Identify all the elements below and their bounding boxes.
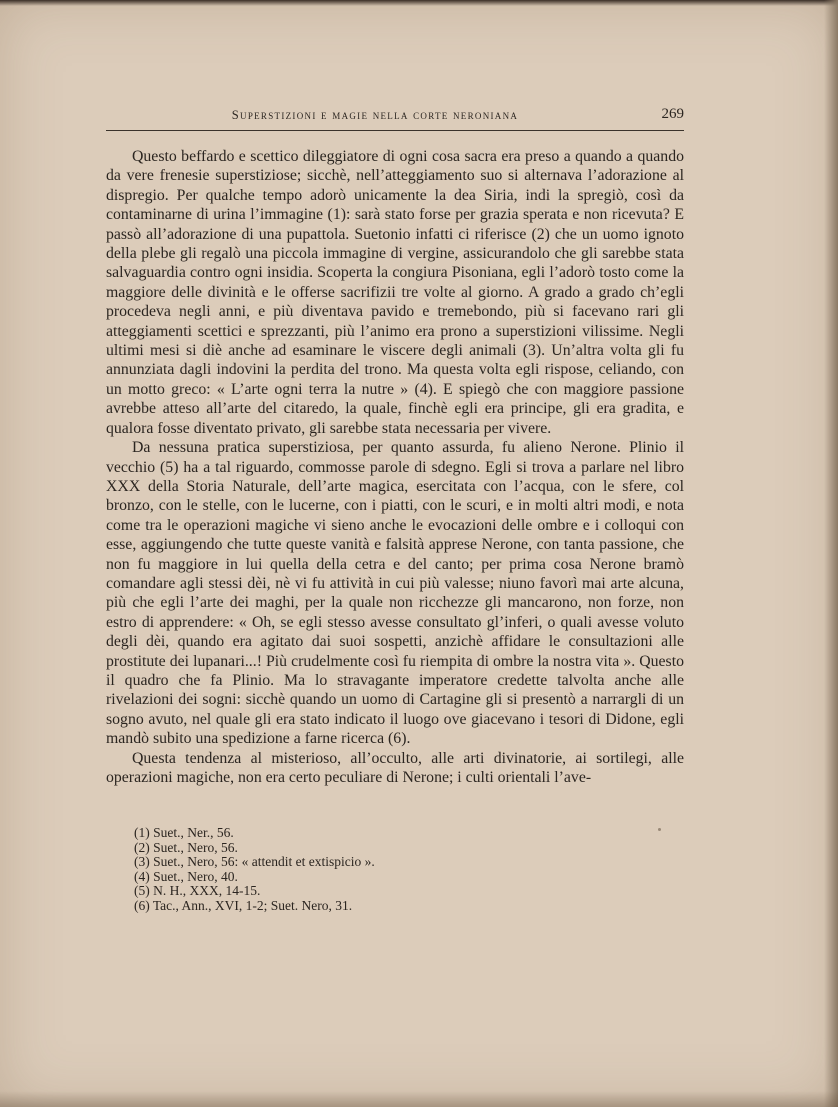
body-text [106, 147, 684, 787]
footnote: (5) N. H., XXX, 14-15. [134, 883, 261, 898]
paragraph: Da nessuna pratica superstiziosa, per quanto assurda, fu alieno Nerone. Plinio il vecchio (5) ha a tal riguardo, commosse parole di sdegno. Egli si trova a parlare nel libro XXX della Storia Naturale, dell’arte magica, esercitata con l’acqua, con le sfere, col bronzo, con le stelle, con le lucerne, con i piatti, con le scuri, e in molti altri modi, e nota come tra le operazioni magiche vi sieno anche le evocazioni delle ombre e i colloqui con esse, aggiungendo che tutte queste vanità e falsità apprese Nerone, con tanta passione, che non fu maggiore in lui quella della cetra e del canto; per prima cosa Nerone bramò comandare agli stessi dèi, nè vi fu attività in cui più valesse; niuno favorì mai arte alcuna, più che egli l’arte dei maghi, per la quale non ricchezze gli mancarono, non forze, non estro di apprendere: « Oh, se egli stesso avesse consultato gl’inferi, o quali avesse voluto degli dèi, quando era agitato dai suoi sospetti, anzichè affidare le consultazioni alle prostitute dei lupanari...! Più crudelmente così fu riempita di ombre la nostra vita ». Questo il quadro che fa Plinio. Ma lo stravagante imperatore credette talvolta anche alle rivelazioni dei sogni: sicchè quando un uomo di Cartagine gli si presentò a narrargli di un sogno avuto, nel quale gli era stato indicato il luogo ove giacevano i tesori di Didone, egli mandò subito una spedizione a farne ricerca (6). [106, 439, 684, 748]
footnote: (3) Suet., Nero, 56: « attendit et extispicio ». [134, 854, 375, 869]
footnote: (6) Tac., Ann., XVI, 1-2; Suet. Nero, 31. [134, 897, 353, 913]
footnote: (1) Suet., Ner., 56. [134, 825, 234, 840]
paper-spot [658, 828, 661, 831]
running-header-title: Superstizioni e magie nella corte neroniana [231, 108, 519, 122]
footnotes [134, 826, 554, 913]
paragraph: Questa tendenza al misterioso, all’occulto, alle arti divinatorie, ai sortilegi, alle operazioni magiche, non era certo peculiare di Nerone; i culti orientali l’ave- [106, 749, 684, 786]
page-bottom-edge [0, 1091, 838, 1107]
footnote: (4) Suet., Nero, 40. [134, 868, 238, 884]
page-top-edge [0, 0, 838, 6]
page-right-edge [824, 0, 838, 1107]
paragraph: Questo beffardo e scettico dileggiatore di ogni cosa sacra era preso a quando a quando da vere frenesie superstiziose; sicchè, nell’atteggiamento suo si alternava l’adorazione al dispregio. Per qualche tempo adorò unicamente la dea Siria, indi la spregiò, così da contaminarne di urina l’immagine (1): sarà stato forse per grazia sperata e non ricevuta? E passò all’adorazione di una pupattola. Suetonio infatti ci riferisce (2) che un uomo ignoto della plebe gli regalò una piccola immagine di vergine, assicurandolo che gli sarebbe stata salvaguardia contro ogni insidia. Scoperta la congiura Pisoniana, egli l’adorò tosto come la maggiore delle divinità e le offerse sacrifizii tre volte al giorno. A grado a grado ch’egli procedeva negli anni, e più diventava pavido e tremebondo, più si facevano rari gli atteggiamenti scettici e sprezzanti, più l’animo era prono a superstizioni vilissime. Negli ultimi mesi si diè anche ad esaminare le viscere degli animali (3). Un’altra volta gli fu annunziata dagli indovini la perdita del trono. Ma questa volta egli rispose, celiando, con un motto greco: « L’arte ogni terra la nutre » (4). E spiegò che con maggiore passione avrebbe atteso all’arte del citaredo, la quale, finchè egli era principe, gli era gradita, e qualora fosse diventato privato, gli sarebbe stata necessaria per vivere. [106, 148, 684, 437]
page-number: 269 [661, 106, 684, 122]
running-header [106, 106, 684, 131]
footnote: (2) Suet., Nero, 56. [134, 839, 238, 855]
